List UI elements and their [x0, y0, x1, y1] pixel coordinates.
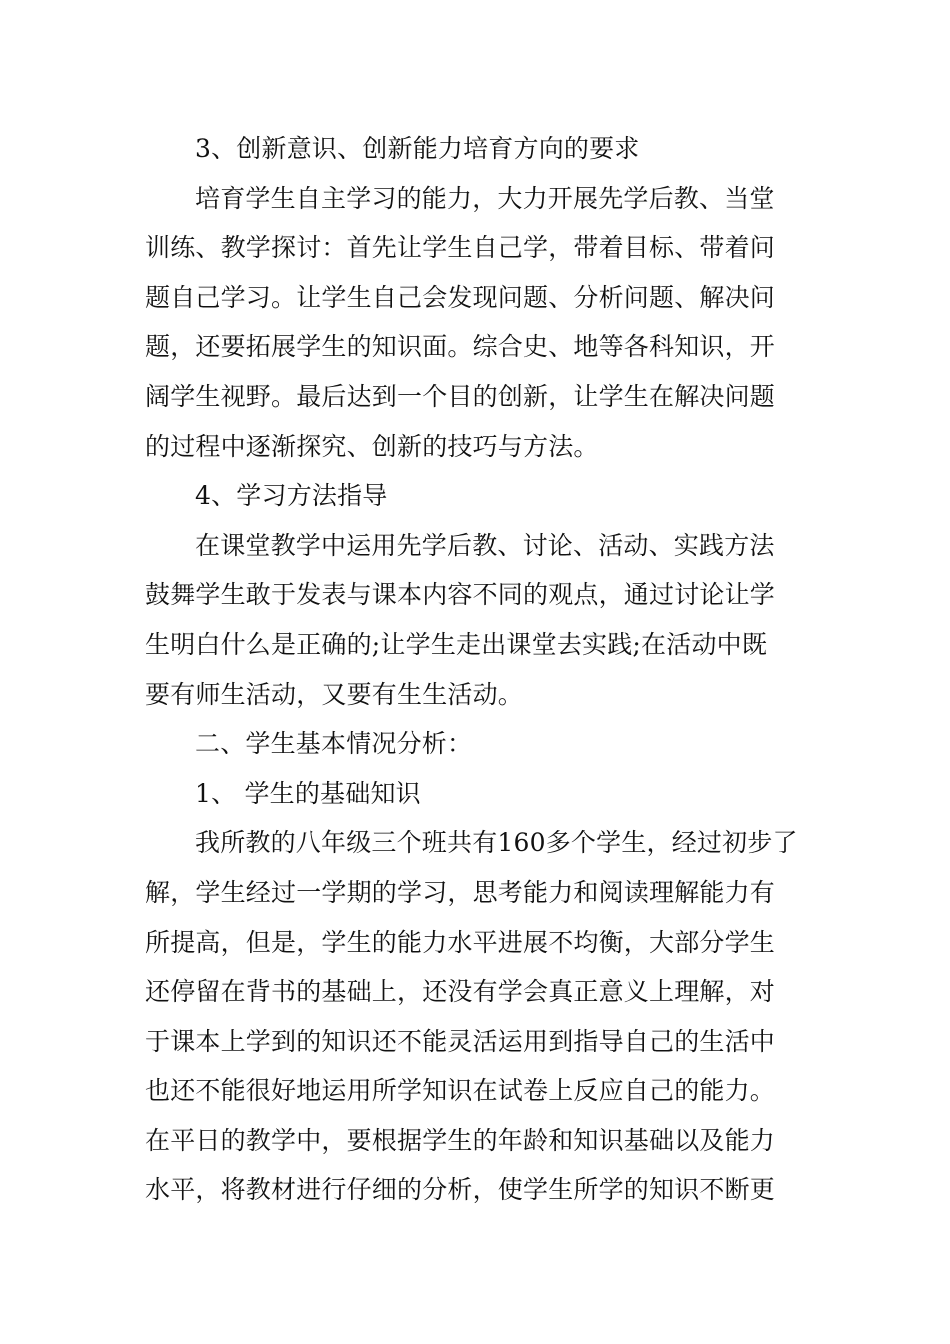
paragraph-line: 题自己学习。让学生自己会发现问题、分析问题、解决问 [145, 282, 776, 312]
section-heading-study-methods: 4、学习方法指导 [195, 481, 388, 511]
paragraph-line: 解，学生经过一学期的学习，思考能力和阅读理解能力有 [145, 877, 776, 907]
paragraph-line: 训练、教学探讨：首先让学生自己学，带着目标、带着问 [145, 233, 776, 263]
paragraph-line: 培育学生自主学习的能力，大力开展先学后教、当堂 [195, 183, 775, 213]
document-body [145, 124, 807, 1215]
paragraph-line: 要有师生活动，又要有生生活动。 [145, 679, 524, 709]
paragraph-line: 阔学生视野。最后达到一个目的创新，让学生在解决问题 [145, 381, 776, 411]
paragraph-line: 还停留在背书的基础上，还没有学会真正意义上理解，对 [145, 977, 776, 1007]
paragraph-line: 在课堂教学中运用先学后教、讨论、活动、实践方法 [195, 530, 775, 560]
paragraph-line: 我所教的八年级三个班共有160多个学生，经过初步了 [195, 828, 798, 858]
paragraph-line: 所提高，但是，学生的能力水平进展不均衡，大部分学生 [145, 927, 776, 957]
paragraph-line: 的过程中逐渐探究、创新的技巧与方法。 [145, 431, 599, 461]
paragraph-line: 也还不能很好地运用所学知识在试卷上反应自己的能力。 [145, 1076, 776, 1106]
paragraph-line: 鼓舞学生敢于发表与课本内容不同的观点，通过讨论让学 [145, 580, 776, 610]
paragraph-line: 题，还要拓展学生的知识面。综合史、地等各科知识，开 [145, 332, 776, 362]
paragraph-line: 于课本上学到的知识还不能灵活运用到指导自己的生活中 [145, 1026, 776, 1056]
paragraph-line: 水平，将教材进行仔细的分析，使学生所学的知识不断更 [145, 1175, 776, 1205]
section-heading-basic-knowledge: 1、 学生的基础知识 [195, 778, 421, 808]
section-heading-student-analysis: 二、学生基本情况分析： [195, 729, 473, 759]
paragraph-line: 在平日的教学中，要根据学生的年龄和知识基础以及能力 [145, 1125, 776, 1155]
paragraph-line: 生明白什么是正确的;让学生走出课堂去实践;在活动中既 [145, 629, 768, 659]
section-heading-innovation: 3、创新意识、创新能力培育方向的要求 [195, 134, 640, 163]
